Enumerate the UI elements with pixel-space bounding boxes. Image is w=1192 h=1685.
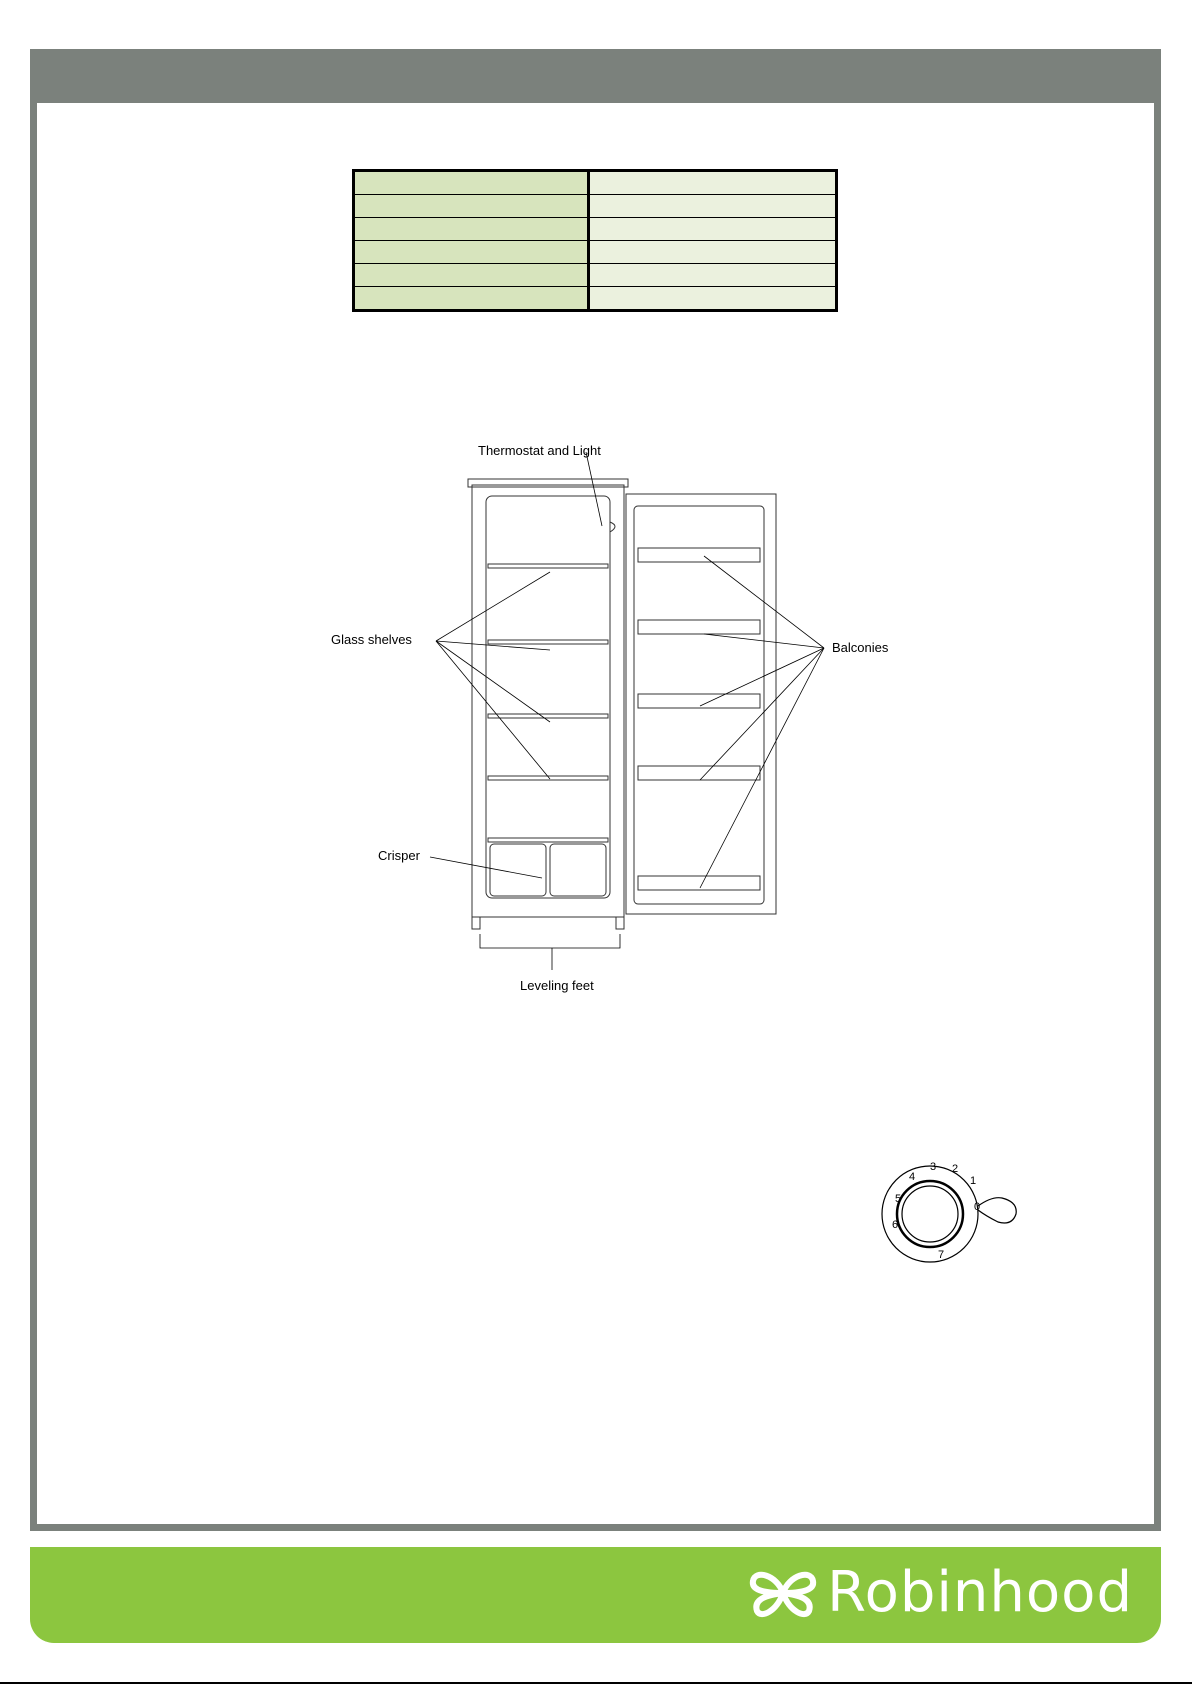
fridge-diagram xyxy=(320,436,910,1006)
table-label-cell xyxy=(354,218,589,241)
dial-number: 3 xyxy=(930,1161,937,1173)
door-balcony xyxy=(638,766,760,780)
dial-number: 7 xyxy=(938,1249,945,1261)
table-label-cell xyxy=(354,171,589,195)
thermostat-dial-diagram xyxy=(880,1158,1040,1268)
fridge-door xyxy=(626,494,776,914)
fridge-cabinet xyxy=(472,485,624,917)
dial-number: 0 xyxy=(974,1201,981,1213)
table-value-cell xyxy=(589,264,837,287)
table-value-cell xyxy=(589,195,837,218)
table-row xyxy=(354,241,837,264)
table-value-cell xyxy=(589,171,837,195)
table-row xyxy=(354,195,837,218)
dial-number: 1 xyxy=(970,1175,977,1187)
leader-line xyxy=(436,572,550,641)
door-balcony xyxy=(638,876,760,890)
specification-table xyxy=(352,169,838,312)
table-value-cell xyxy=(589,241,837,264)
dial-knob xyxy=(897,1181,963,1247)
glass-shelf xyxy=(488,564,608,568)
leveling-feet-label: Leveling feet xyxy=(520,978,594,993)
leader-line xyxy=(700,648,824,706)
door-balcony xyxy=(638,620,760,634)
table-label-cell xyxy=(354,264,589,287)
dial-number: 4 xyxy=(909,1171,916,1183)
glass-shelf xyxy=(488,714,608,718)
table-row xyxy=(354,218,837,241)
table-row xyxy=(354,287,837,311)
dial-knob-face xyxy=(902,1186,958,1242)
leader-line xyxy=(586,452,602,526)
door-liner xyxy=(634,506,764,904)
brand-name: Robinhood xyxy=(827,1560,1133,1625)
table-row xyxy=(354,171,837,195)
table-value-cell xyxy=(589,218,837,241)
leader-line xyxy=(700,648,824,780)
thermostat-label: Thermostat and Light xyxy=(478,443,601,458)
thermostat-housing xyxy=(610,522,615,532)
brand-logo xyxy=(747,1561,1133,1625)
butterfly-icon xyxy=(747,1567,819,1619)
door-balcony xyxy=(638,548,760,562)
glass-shelf xyxy=(488,640,608,644)
glass-shelf xyxy=(488,838,608,842)
leveling-foot xyxy=(472,917,480,929)
glass-shelves-label: Glass shelves xyxy=(331,632,412,647)
leader-line xyxy=(700,648,824,888)
table-value-cell xyxy=(589,287,837,311)
table-row xyxy=(354,264,837,287)
page-bottom-rule xyxy=(0,1682,1192,1684)
dial-number: 6 xyxy=(892,1219,899,1231)
leveling-foot xyxy=(616,917,624,929)
dial-number: 2 xyxy=(952,1163,959,1175)
door-balcony xyxy=(638,694,760,708)
table-label-cell xyxy=(354,241,589,264)
feet-bracket xyxy=(480,934,620,948)
table-label-cell xyxy=(354,287,589,311)
footer-bar xyxy=(30,1547,1161,1643)
table-label-cell xyxy=(354,195,589,218)
fridge-top xyxy=(468,479,628,487)
balconies-label: Balconies xyxy=(832,640,889,655)
crisper-label: Crisper xyxy=(378,848,420,863)
crisper-drawer xyxy=(550,844,606,896)
dial-number: 5 xyxy=(895,1193,902,1205)
leader-line xyxy=(436,641,550,650)
bulb-icon xyxy=(978,1198,1016,1223)
